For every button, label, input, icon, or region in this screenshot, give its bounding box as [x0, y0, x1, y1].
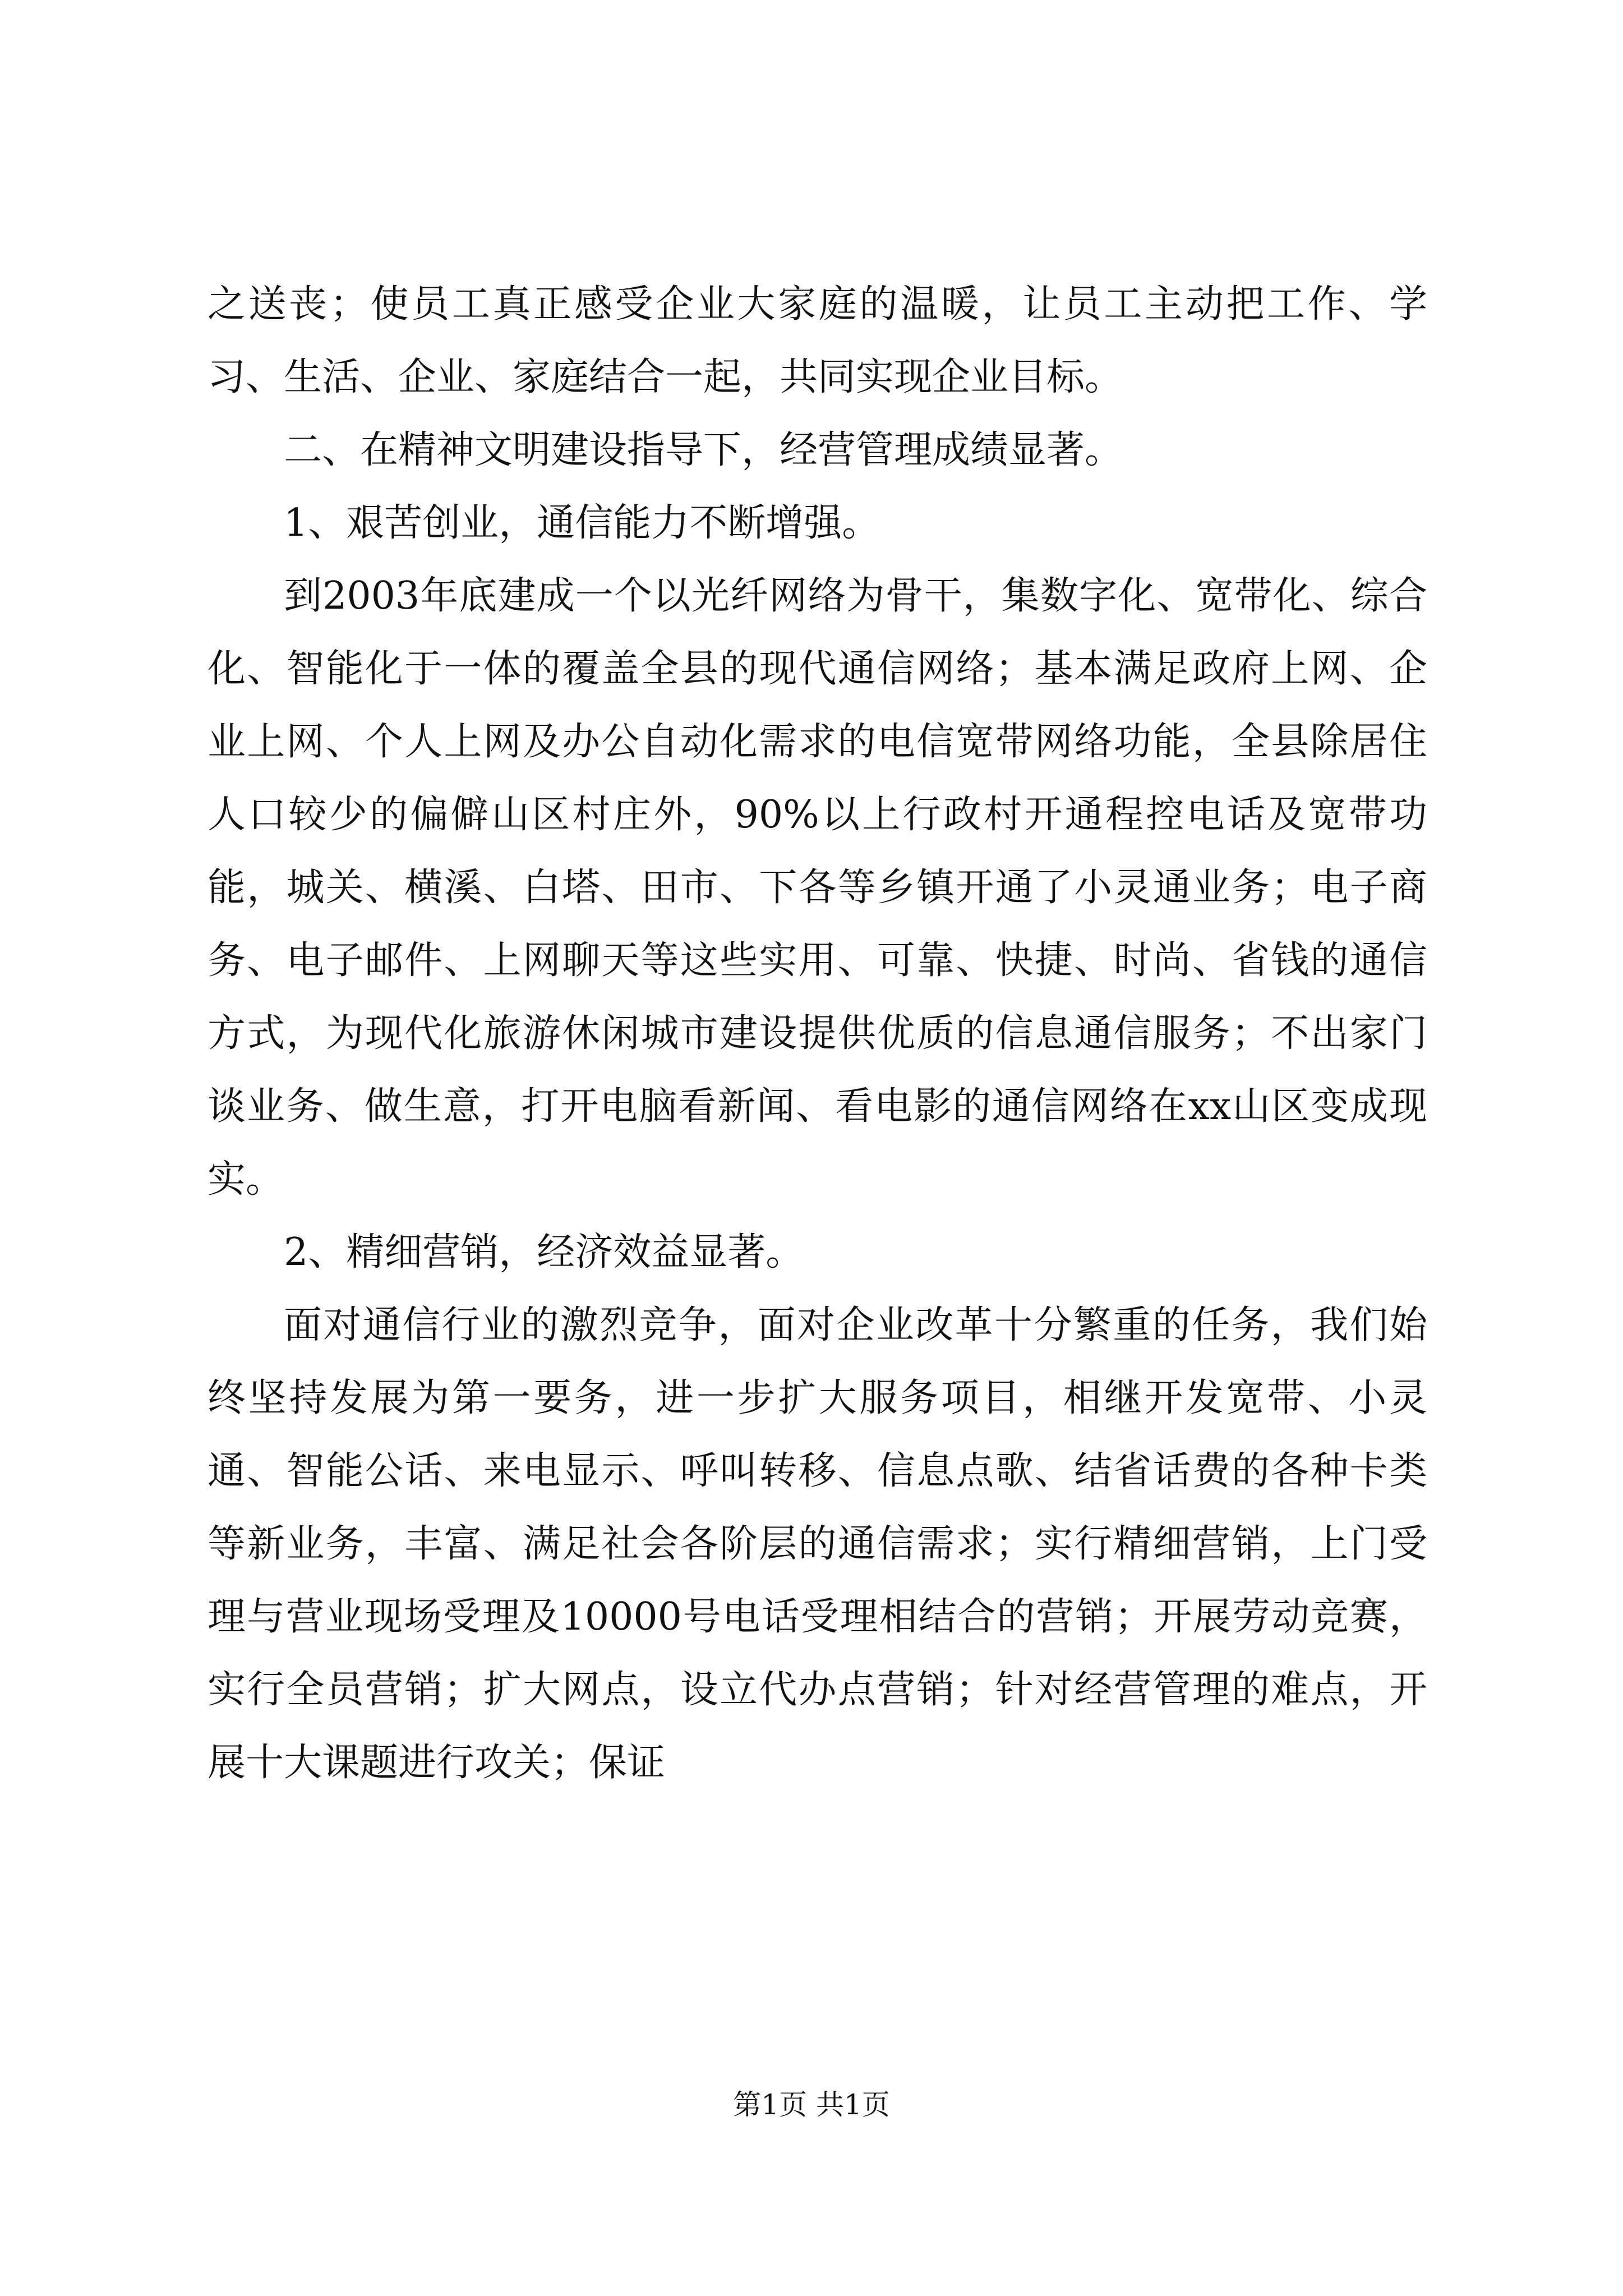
document-body: [208, 268, 1427, 1800]
paragraph-2-section-heading: 二、在精神文明建设指导下，经营管理成绩显著。: [284, 428, 1123, 472]
paragraph-4: 到2003年底建成一个以光纤网络为骨干，集数字化、宽带化、综合化、智能化于一体的覆盖全县的现代通信网络；基本满足政府上网、企业上网、个人上网及办公自动化需求的电信宽带网络功能，全县除居住人口较少的偏僻山区村庄外，90%以上行政村开通程控电话及宽带功能，城关、横溪、白塔、田市、下各等乡镇开通了小灵通业务；电子商务、电子邮件、上网聊天等这些实用、可靠、快捷、时尚、省钱的通信方式，为现代化旅游休闲城市建设提供优质的信息通信服务；不出家门谈业务、做生意，打开电脑看新闻、看电影的通信网络在xx山区变成现实。: [208, 574, 1427, 1202]
paragraph-1: 之送丧；使员工真正感受企业大家庭的温暖，让员工主动把工作、学习、生活、企业、家庭结合一起，共同实现企业目标。: [208, 282, 1427, 399]
page-footer: 第1页 共1页: [733, 2088, 890, 2121]
paragraph-5-subheading: 2、精细营销，经济效益显著。: [284, 1230, 804, 1274]
paragraph-3-subheading: 1、艰苦创业，通信能力不断增强。: [284, 501, 880, 545]
paragraph-6: 面对通信行业的激烈竞争，面对企业改革十分繁重的任务，我们始终坚持发展为第一要务，进一步扩大服务项目，相继开发宽带、小灵通、智能公话、来电显示、呼叫转移、信息点歌、结省话费的各种卡类等新业务，丰富、满足社会各阶层的通信需求；实行精细营销，上门受理与营业现场受理及10000号电话受理相结合的营销；开展劳动竞赛，实行全员营销；扩大网点，设立代办点营销；针对经营管理的难点，开展十大课题进行攻关；保证: [208, 1303, 1427, 1785]
